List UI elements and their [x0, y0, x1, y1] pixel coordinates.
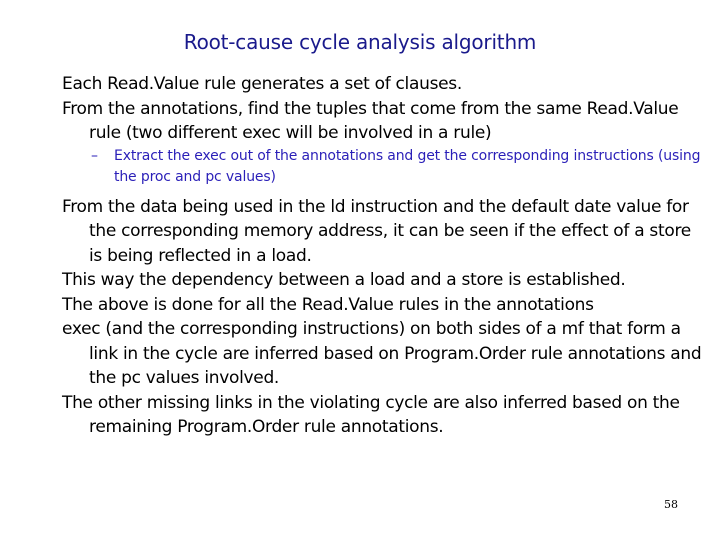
paragraph-readvalue-clauses: Each Read.Value rule generates a set of clauses. — [62, 74, 462, 94]
paragraph-find-tuples: From the annotations, find the tuples that come from the same Read.Value rule (two different exec will be involved in a rule) — [62, 98, 679, 143]
slide-body — [62, 72, 702, 440]
sub-bullet-text: Extract the exec out of the annotations and get the corresponding instructions (using the proc and pc values) — [114, 147, 701, 185]
sub-bullet-dash: – — [91, 147, 98, 164]
paragraph-all-readvalue: The above is done for all the Read.Value rules in the annotations — [62, 294, 594, 315]
slide-title: Root-cause cycle analysis algorithm — [183, 30, 537, 54]
paragraph-ld-instruction: From the data being used in the ld instruction and the default date value for the corresponding memory address, it can be seen if the effect of a store is being reflected in a load. — [62, 196, 691, 266]
paragraph-missing-links: The other missing links in the violating cycle are also inferred based on the remaining Program.Order rule annotations. — [62, 392, 680, 437]
page-number: 58 — [664, 498, 678, 511]
paragraph-dependency: This way the dependency between a load and a store is established. — [62, 270, 626, 290]
sub-bullet-extract-exec — [62, 146, 702, 188]
paragraph-exec-mf: exec (and the corresponding instructions) on both sides of a mf that form a link in the cycle are inferred based on Program.Order rule annotations and the pc values involved. — [62, 319, 702, 388]
